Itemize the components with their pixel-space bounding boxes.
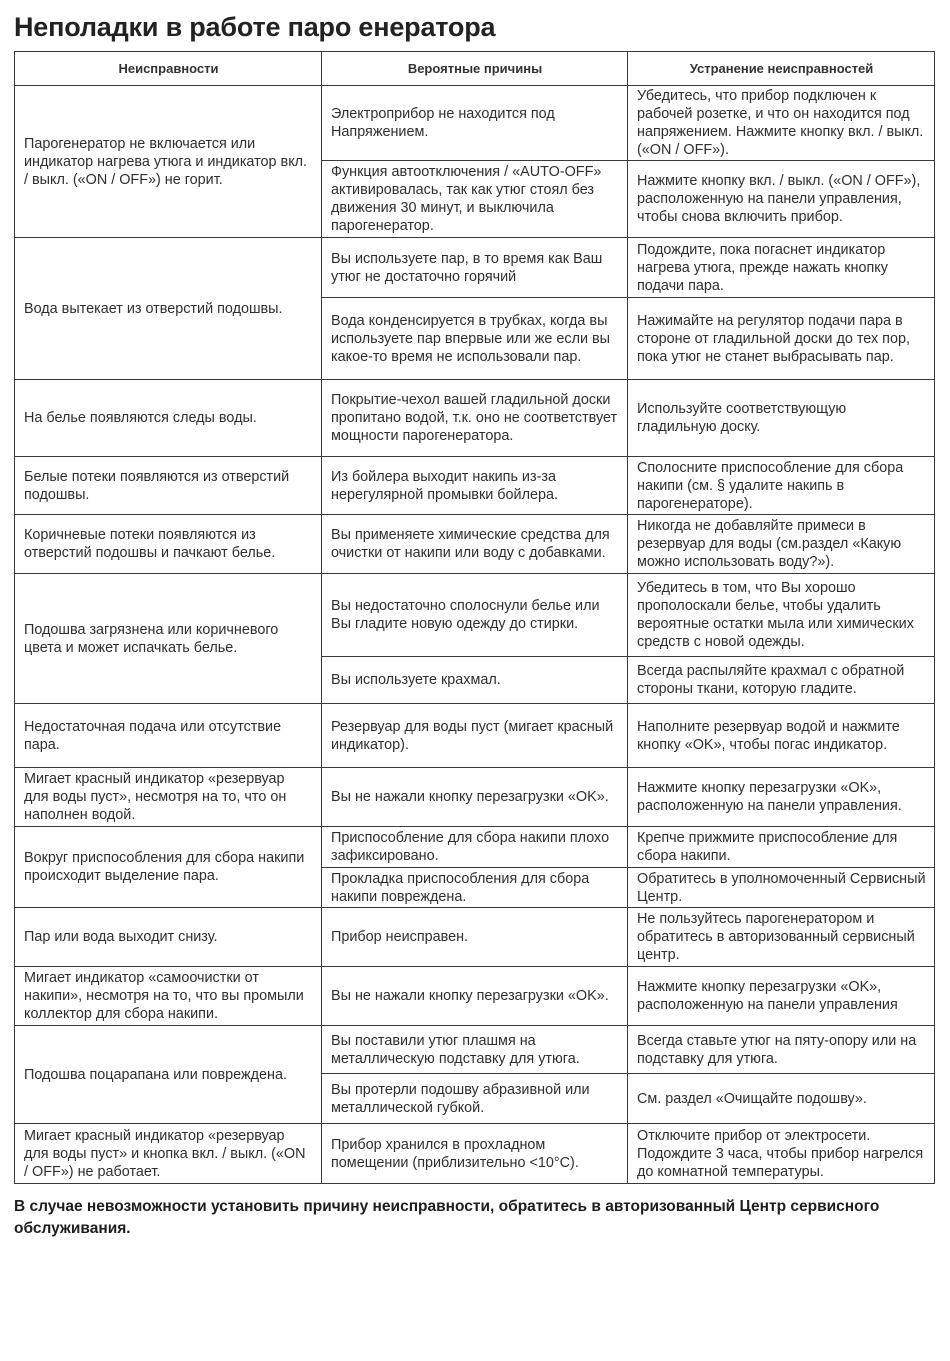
header-problem: Неисправности: [15, 52, 322, 86]
footer-note: В случае невозможности установить причину неисправности, обратитесь в авторизованный Центр сервисного обслуживания.: [14, 1198, 880, 1237]
troubleshooting-table: [14, 51, 935, 1184]
cause-cell: Вы недостаточно сполоснули белье или Вы гладите новую одежду до стирки.: [322, 574, 628, 657]
solution-cell: Обратитесь в уполномоченный Сервисный Центр.: [628, 868, 935, 908]
solution-cell: Нажмите кнопку перезагрузки «OK», расположенную на панели управления: [628, 967, 935, 1026]
cause-cell: Резервуар для воды пуст (мигает красный индикатор).: [322, 704, 628, 768]
table-row: [15, 1026, 935, 1074]
problem-cell: Вокруг приспособления для сбора накипи происходит выделение пара.: [15, 827, 322, 908]
problem-cell: Подошва загрязнена или коричневого цвета и может испачкать белье.: [15, 574, 322, 704]
solution-cell: Никогда не добавляйте примеси в резервуар для воды (см.раздел «Какую можно использовать воду?»).: [628, 515, 935, 574]
solution-cell: См. раздел «Очищайте подошву».: [628, 1074, 935, 1124]
table-row: [15, 704, 935, 768]
solution-cell: Всегда распыляйте крахмал с обратной стороны ткани, которую гладите.: [628, 657, 935, 704]
table-row: [15, 86, 935, 161]
cause-cell: Вы используете крахмал.: [322, 657, 628, 704]
problem-cell: Подошва поцарапана или повреждена.: [15, 1026, 322, 1124]
cause-cell: Из бойлера выходит накипь из-за нерегулярной промывки бойлера.: [322, 457, 628, 515]
table-row: [15, 1124, 935, 1184]
solution-cell: Нажмите кнопку вкл. / выкл. («ON / OFF»), расположенную на панели управления, чтобы снова включить прибор.: [628, 161, 935, 238]
solution-cell: Подождите, пока погаснет индикатор нагрева утюга, прежде нажать кнопку подачи пара.: [628, 238, 935, 298]
table-row: [15, 768, 935, 827]
cause-cell: Прокладка приспособления для сбора накипи повреждена.: [322, 868, 628, 908]
table-row: [15, 827, 935, 868]
solution-cell: Всегда ставьте утюг на пяту-опору или на подставку для утюга.: [628, 1026, 935, 1074]
problem-cell: Вода вытекает из отверстий подошвы.: [15, 238, 322, 380]
problem-cell: Мигает красный индикатор «резервуар для воды пуст», несмотря на то, что он наполнен водой.: [15, 768, 322, 827]
cause-cell: Вода конденсируется в трубках, когда вы используете пар впервые или же если вы какое-то время не использовали пар.: [322, 298, 628, 380]
cause-cell: Прибор неисправен.: [322, 908, 628, 967]
solution-cell: Отключите прибор от электросети. Подождите 3 часа, чтобы прибор нагрелся до комнатной температуры.: [628, 1124, 935, 1184]
solution-cell: Сполосните приспособление для сбора накипи (см. § удалите накипь в парогенераторе).: [628, 457, 935, 515]
cause-cell: Прибор хранился в прохладном помещении (приблизительно <10°C).: [322, 1124, 628, 1184]
problem-cell: Коричневые потеки появляются из отверстий подошвы и пачкают белье.: [15, 515, 322, 574]
table-row: [15, 457, 935, 515]
problem-cell: На белье появляются следы воды.: [15, 380, 322, 457]
cause-cell: Электроприбор не находится под Напряжением.: [322, 86, 628, 161]
header-cause: Вероятные причины: [322, 52, 628, 86]
problem-cell: Мигает красный индикатор «резервуар для воды пуст» и кнопка вкл. / выкл. («ON / OFF») не работает.: [15, 1124, 322, 1184]
cause-cell: Вы протерли подошву абразивной или металлической губкой.: [322, 1074, 628, 1124]
cause-cell: Вы поставили утюг плашмя на металлическую подставку для утюга.: [322, 1026, 628, 1074]
table-row: [15, 515, 935, 574]
table-row: [15, 908, 935, 967]
problem-cell: Мигает индикатор «самоочистки от накипи», несмотря на то, что вы промыли коллектор для сбора накипи.: [15, 967, 322, 1026]
table-row: [15, 967, 935, 1026]
solution-cell: Нажимайте на регулятор подачи пара в стороне от гладильной доски до тех пор, пока утюг не станет выбрасывать пар.: [628, 298, 935, 380]
cause-cell: Вы не нажали кнопку перезагрузки «OK».: [322, 967, 628, 1026]
problem-cell: Пар или вода выходит снизу.: [15, 908, 322, 967]
solution-cell: Крепче прижмите приспособление для сбора накипи.: [628, 827, 935, 868]
solution-cell: Нажмите кнопку перезагрузки «OK», расположенную на панели управления.: [628, 768, 935, 827]
solution-cell: Убедитесь в том, что Вы хорошо прополоскали белье, чтобы удалить вероятные остатки мыла или химических средств с новой одежды.: [628, 574, 935, 657]
cause-cell: Вы применяете химические средства для очистки от накипи или воду с добавками.: [322, 515, 628, 574]
cause-cell: Вы не нажали кнопку перезагрузки «OK».: [322, 768, 628, 827]
solution-cell: Убедитесь, что прибор подключен к рабочей розетке, и что он находится под напряжением. Нажмите кнопку вкл. / выкл. («ON / OFF»).: [628, 86, 935, 161]
header-solution: Устранение неисправностей: [628, 52, 935, 86]
cause-cell: Функция автоотключения / «AUTO-OFF» активировалась, так как утюг стоял без движения 30 минут, и выключила парогенератор.: [322, 161, 628, 238]
table-header-row: [15, 52, 935, 86]
page-title: Неполадки в работе паро енератора: [14, 12, 496, 42]
solution-cell: Используйте соответствующую гладильную доску.: [628, 380, 935, 457]
cause-cell: Покрытие-чехол вашей гладильной доски пропитано водой, т.к. оно не соответствует мощности парогенератора.: [322, 380, 628, 457]
cause-cell: Приспособление для сбора накипи плохо зафиксировано.: [322, 827, 628, 868]
table-row: [15, 574, 935, 657]
table-row: [15, 238, 935, 298]
solution-cell: Не пользуйтесь парогенератором и обратитесь в авторизованный сервисный центр.: [628, 908, 935, 967]
table-row: [15, 380, 935, 457]
problem-cell: Белые потеки появляются из отверстий подошвы.: [15, 457, 322, 515]
problem-cell: Парогенератор не включается или индикатор нагрева утюга и индикатор вкл. / выкл. («ON / OFF») не горит.: [15, 86, 322, 238]
solution-cell: Наполните резервуар водой и нажмите кнопку «OK», чтобы погас индикатор.: [628, 704, 935, 768]
problem-cell: Недостаточная подача или отсутствие пара.: [15, 704, 322, 768]
cause-cell: Вы используете пар, в то время как Ваш утюг не достаточно горячий: [322, 238, 628, 298]
